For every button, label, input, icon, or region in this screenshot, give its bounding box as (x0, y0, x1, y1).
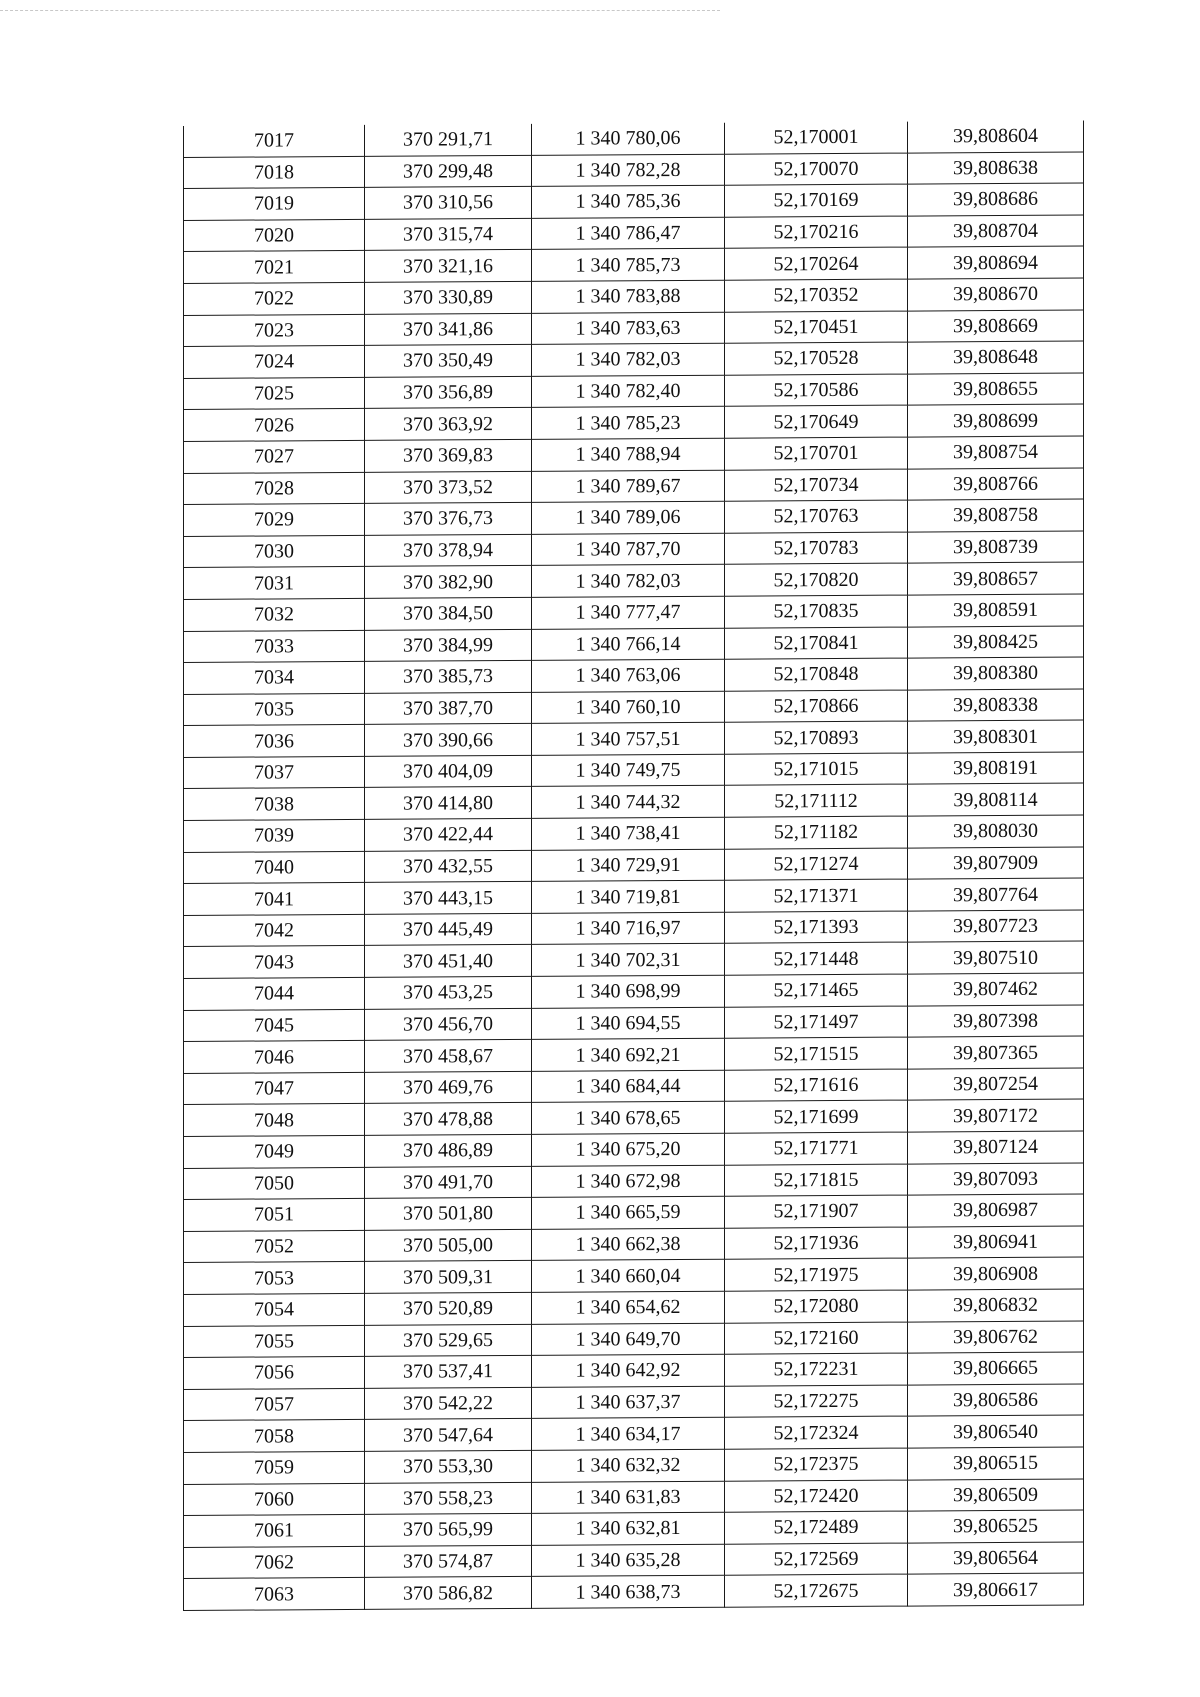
y-coordinate-cell: 1 340 631,83 (532, 1481, 725, 1514)
y-coordinate-cell: 1 340 744,32 (532, 786, 725, 819)
latitude-cell: 52,170070 (725, 153, 908, 186)
point-number-cell: 7019 (184, 188, 365, 221)
longitude-cell: 39,808657 (908, 562, 1084, 595)
y-coordinate-cell: 1 340 786,47 (532, 217, 725, 250)
x-coordinate-cell: 370 443,15 (365, 882, 532, 915)
longitude-cell: 39,808758 (908, 499, 1084, 532)
point-number-cell: 7056 (184, 1357, 365, 1390)
y-coordinate-cell: 1 340 638,73 (532, 1576, 725, 1609)
x-coordinate-cell: 370 520,89 (365, 1292, 532, 1325)
x-coordinate-cell: 370 404,09 (365, 755, 532, 788)
x-coordinate-cell: 370 565,99 (365, 1513, 532, 1546)
y-coordinate-cell: 1 340 719,81 (532, 880, 725, 913)
y-coordinate-cell: 1 340 729,91 (532, 849, 725, 882)
longitude-cell: 39,806987 (908, 1194, 1084, 1227)
y-coordinate-cell: 1 340 789,67 (532, 470, 725, 503)
latitude-cell: 52,170820 (725, 563, 908, 596)
longitude-cell: 39,807723 (908, 910, 1084, 943)
x-coordinate-cell: 370 542,22 (365, 1387, 532, 1420)
point-number-cell: 7027 (184, 440, 365, 473)
y-coordinate-cell: 1 340 782,03 (532, 565, 725, 598)
point-number-cell: 7059 (184, 1451, 365, 1484)
y-coordinate-cell: 1 340 662,38 (532, 1228, 725, 1261)
longitude-cell: 39,808191 (908, 752, 1084, 785)
y-coordinate-cell: 1 340 675,20 (532, 1133, 725, 1166)
longitude-cell: 39,807764 (908, 878, 1084, 911)
point-number-cell: 7020 (184, 219, 365, 252)
x-coordinate-cell: 370 537,41 (365, 1356, 532, 1389)
longitude-cell: 39,807093 (908, 1163, 1084, 1196)
y-coordinate-cell: 1 340 760,10 (532, 691, 725, 724)
x-coordinate-cell: 370 469,76 (365, 1071, 532, 1104)
latitude-cell: 52,171274 (725, 848, 908, 881)
longitude-cell: 39,807909 (908, 847, 1084, 880)
latitude-cell: 52,171936 (725, 1227, 908, 1260)
y-coordinate-cell: 1 340 692,21 (532, 1038, 725, 1071)
coordinates-table (183, 120, 1084, 1610)
latitude-cell: 52,170264 (725, 247, 908, 280)
point-number-cell: 7026 (184, 409, 365, 442)
longitude-cell: 39,806665 (908, 1352, 1084, 1385)
point-number-cell: 7047 (184, 1072, 365, 1105)
x-coordinate-cell: 370 310,56 (365, 187, 532, 220)
y-coordinate-cell: 1 340 782,40 (532, 375, 725, 408)
longitude-cell: 39,808766 (908, 468, 1084, 501)
latitude-cell: 52,171699 (725, 1100, 908, 1133)
latitude-cell: 52,170528 (725, 342, 908, 375)
latitude-cell: 52,170783 (725, 532, 908, 565)
longitude-cell: 39,807172 (908, 1099, 1084, 1132)
point-number-cell: 7030 (184, 535, 365, 568)
x-coordinate-cell: 370 574,87 (365, 1545, 532, 1578)
x-coordinate-cell: 370 376,73 (365, 502, 532, 535)
longitude-cell: 39,808669 (908, 310, 1084, 343)
point-number-cell: 7055 (184, 1325, 365, 1358)
point-number-cell: 7051 (184, 1199, 365, 1232)
longitude-cell: 39,806586 (908, 1384, 1084, 1417)
latitude-cell: 52,171771 (725, 1132, 908, 1165)
y-coordinate-cell: 1 340 634,17 (532, 1418, 725, 1451)
latitude-cell: 52,170893 (725, 721, 908, 754)
x-coordinate-cell: 370 547,64 (365, 1419, 532, 1452)
x-coordinate-cell: 370 486,89 (365, 1134, 532, 1167)
longitude-cell: 39,808704 (908, 215, 1084, 248)
latitude-cell: 52,170835 (725, 595, 908, 628)
longitude-cell: 39,808380 (908, 657, 1084, 690)
latitude-cell: 52,172675 (725, 1574, 908, 1607)
point-number-cell: 7018 (184, 156, 365, 189)
coordinates-table-body (184, 120, 1084, 1610)
x-coordinate-cell: 370 356,89 (365, 376, 532, 409)
latitude-cell: 52,172569 (725, 1543, 908, 1576)
longitude-cell: 39,808686 (908, 183, 1084, 216)
point-number-cell: 7021 (184, 251, 365, 284)
x-coordinate-cell: 370 350,49 (365, 345, 532, 378)
point-number-cell: 7049 (184, 1135, 365, 1168)
point-number-cell: 7057 (184, 1388, 365, 1421)
y-coordinate-cell: 1 340 787,70 (532, 533, 725, 566)
x-coordinate-cell: 370 291,71 (365, 124, 532, 156)
x-coordinate-cell: 370 390,66 (365, 724, 532, 757)
latitude-cell: 52,171015 (725, 753, 908, 786)
longitude-cell: 39,806515 (908, 1447, 1084, 1480)
latitude-cell: 52,170216 (725, 216, 908, 249)
longitude-cell: 39,808425 (908, 625, 1084, 658)
point-number-cell: 7038 (184, 788, 365, 821)
point-number-cell: 7034 (184, 661, 365, 694)
point-number-cell: 7046 (184, 1041, 365, 1074)
point-number-cell: 7060 (184, 1483, 365, 1516)
point-number-cell: 7044 (184, 977, 365, 1010)
point-number-cell: 7032 (184, 598, 365, 631)
latitude-cell: 52,170352 (725, 279, 908, 312)
x-coordinate-cell: 370 330,89 (365, 281, 532, 314)
longitude-cell: 39,806617 (908, 1573, 1084, 1606)
y-coordinate-cell: 1 340 785,73 (532, 249, 725, 282)
x-coordinate-cell: 370 478,88 (365, 1103, 532, 1136)
latitude-cell: 52,170649 (725, 405, 908, 438)
latitude-cell: 52,171907 (725, 1195, 908, 1228)
longitude-cell: 39,808754 (908, 436, 1084, 469)
x-coordinate-cell: 370 363,92 (365, 408, 532, 441)
coordinates-table-container (183, 121, 1083, 1611)
latitude-cell: 52,170734 (725, 469, 908, 502)
x-coordinate-cell: 370 453,25 (365, 976, 532, 1009)
y-coordinate-cell: 1 340 789,06 (532, 501, 725, 534)
point-number-cell: 7061 (184, 1515, 365, 1548)
x-coordinate-cell: 370 456,70 (365, 1008, 532, 1041)
x-coordinate-cell: 370 501,80 (365, 1198, 532, 1231)
y-coordinate-cell: 1 340 642,92 (532, 1354, 725, 1387)
y-coordinate-cell: 1 340 763,06 (532, 659, 725, 692)
x-coordinate-cell: 370 321,16 (365, 250, 532, 283)
point-number-cell: 7036 (184, 725, 365, 758)
y-coordinate-cell: 1 340 672,98 (532, 1165, 725, 1198)
longitude-cell: 39,808301 (908, 720, 1084, 753)
y-coordinate-cell: 1 340 766,14 (532, 628, 725, 661)
y-coordinate-cell: 1 340 782,03 (532, 343, 725, 376)
latitude-cell: 52,172375 (725, 1448, 908, 1481)
latitude-cell: 52,170169 (725, 184, 908, 217)
point-number-cell: 7033 (184, 630, 365, 663)
longitude-cell: 39,807398 (908, 1005, 1084, 1038)
longitude-cell: 39,808114 (908, 783, 1084, 816)
longitude-cell: 39,808591 (908, 594, 1084, 627)
longitude-cell: 39,806908 (908, 1257, 1084, 1290)
x-coordinate-cell: 370 509,31 (365, 1261, 532, 1294)
y-coordinate-cell: 1 340 637,37 (532, 1386, 725, 1419)
x-coordinate-cell: 370 385,73 (365, 660, 532, 693)
longitude-cell: 39,808648 (908, 341, 1084, 374)
latitude-cell: 52,171497 (725, 1006, 908, 1039)
latitude-cell: 52,172489 (725, 1511, 908, 1544)
point-number-cell: 7045 (184, 1009, 365, 1042)
y-coordinate-cell: 1 340 684,44 (532, 1070, 725, 1103)
y-coordinate-cell: 1 340 649,70 (532, 1323, 725, 1356)
longitude-cell: 39,807365 (908, 1036, 1084, 1069)
x-coordinate-cell: 370 414,80 (365, 787, 532, 820)
latitude-cell: 52,170763 (725, 500, 908, 533)
latitude-cell: 52,171112 (725, 785, 908, 818)
point-number-cell: 7063 (184, 1578, 365, 1611)
y-coordinate-cell: 1 340 632,32 (532, 1449, 725, 1482)
latitude-cell: 52,172231 (725, 1353, 908, 1386)
latitude-cell: 52,170586 (725, 374, 908, 407)
latitude-cell: 52,170001 (725, 122, 908, 154)
y-coordinate-cell: 1 340 788,94 (532, 438, 725, 471)
x-coordinate-cell: 370 451,40 (365, 945, 532, 978)
longitude-cell: 39,808030 (908, 815, 1084, 848)
y-coordinate-cell: 1 340 782,28 (532, 154, 725, 187)
latitude-cell: 52,170841 (725, 627, 908, 660)
scan-edge-line (0, 10, 720, 11)
longitude-cell: 39,806525 (908, 1510, 1084, 1543)
latitude-cell: 52,171371 (725, 879, 908, 912)
latitude-cell: 52,171815 (725, 1164, 908, 1197)
x-coordinate-cell: 370 369,83 (365, 439, 532, 472)
point-number-cell: 7028 (184, 472, 365, 505)
x-coordinate-cell: 370 382,90 (365, 566, 532, 599)
point-number-cell: 7035 (184, 693, 365, 726)
longitude-cell: 39,807510 (908, 941, 1084, 974)
x-coordinate-cell: 370 299,48 (365, 155, 532, 188)
y-coordinate-cell: 1 340 777,47 (532, 596, 725, 629)
longitude-cell: 39,808739 (908, 531, 1084, 564)
y-coordinate-cell: 1 340 698,99 (532, 975, 725, 1008)
x-coordinate-cell: 370 341,86 (365, 313, 532, 346)
point-number-cell: 7029 (184, 504, 365, 537)
x-coordinate-cell: 370 505,00 (365, 1229, 532, 1262)
y-coordinate-cell: 1 340 660,04 (532, 1260, 725, 1293)
x-coordinate-cell: 370 432,55 (365, 850, 532, 883)
latitude-cell: 52,172324 (725, 1416, 908, 1449)
y-coordinate-cell: 1 340 738,41 (532, 817, 725, 850)
point-number-cell: 7024 (184, 346, 365, 379)
latitude-cell: 52,172160 (725, 1322, 908, 1355)
x-coordinate-cell: 370 445,49 (365, 913, 532, 946)
x-coordinate-cell: 370 384,50 (365, 597, 532, 630)
x-coordinate-cell: 370 384,99 (365, 629, 532, 662)
latitude-cell: 52,172080 (725, 1290, 908, 1323)
y-coordinate-cell: 1 340 716,97 (532, 912, 725, 945)
longitude-cell: 39,806762 (908, 1321, 1084, 1354)
y-coordinate-cell: 1 340 632,81 (532, 1512, 725, 1545)
point-number-cell: 7050 (184, 1167, 365, 1200)
y-coordinate-cell: 1 340 783,63 (532, 312, 725, 345)
longitude-cell: 39,806540 (908, 1415, 1084, 1448)
longitude-cell: 39,808670 (908, 278, 1084, 311)
longitude-cell: 39,807254 (908, 1068, 1084, 1101)
point-number-cell: 7017 (184, 125, 365, 157)
point-number-cell: 7043 (184, 946, 365, 979)
point-number-cell: 7023 (184, 314, 365, 347)
point-number-cell: 7037 (184, 756, 365, 789)
latitude-cell: 52,171182 (725, 816, 908, 849)
point-number-cell: 7025 (184, 377, 365, 410)
x-coordinate-cell: 370 387,70 (365, 692, 532, 725)
longitude-cell: 39,807124 (908, 1131, 1084, 1164)
latitude-cell: 52,170866 (725, 690, 908, 723)
longitude-cell: 39,807462 (908, 973, 1084, 1006)
y-coordinate-cell: 1 340 780,06 (532, 123, 725, 155)
x-coordinate-cell: 370 458,67 (365, 1040, 532, 1073)
point-number-cell: 7041 (184, 883, 365, 916)
longitude-cell: 39,808694 (908, 246, 1084, 279)
point-number-cell: 7031 (184, 567, 365, 600)
point-number-cell: 7040 (184, 851, 365, 884)
x-coordinate-cell: 370 373,52 (365, 471, 532, 504)
point-number-cell: 7062 (184, 1546, 365, 1579)
latitude-cell: 52,170451 (725, 311, 908, 344)
x-coordinate-cell: 370 378,94 (365, 534, 532, 567)
x-coordinate-cell: 370 315,74 (365, 218, 532, 251)
point-number-cell: 7058 (184, 1420, 365, 1453)
x-coordinate-cell: 370 558,23 (365, 1482, 532, 1515)
point-number-cell: 7022 (184, 282, 365, 315)
y-coordinate-cell: 1 340 783,88 (532, 280, 725, 313)
point-number-cell: 7048 (184, 1104, 365, 1137)
longitude-cell: 39,806832 (908, 1289, 1084, 1322)
latitude-cell: 52,171975 (725, 1258, 908, 1291)
longitude-cell: 39,808638 (908, 152, 1084, 185)
longitude-cell: 39,808338 (908, 689, 1084, 722)
longitude-cell: 39,808604 (908, 120, 1084, 152)
longitude-cell: 39,806941 (908, 1226, 1084, 1259)
y-coordinate-cell: 1 340 749,75 (532, 754, 725, 787)
latitude-cell: 52,172275 (725, 1385, 908, 1418)
latitude-cell: 52,171393 (725, 911, 908, 944)
latitude-cell: 52,170848 (725, 658, 908, 691)
y-coordinate-cell: 1 340 694,55 (532, 1007, 725, 1040)
y-coordinate-cell: 1 340 702,31 (532, 944, 725, 977)
y-coordinate-cell: 1 340 785,23 (532, 407, 725, 440)
table-row (184, 1573, 1084, 1610)
latitude-cell: 52,171448 (725, 943, 908, 976)
y-coordinate-cell: 1 340 635,28 (532, 1544, 725, 1577)
y-coordinate-cell: 1 340 665,59 (532, 1196, 725, 1229)
x-coordinate-cell: 370 586,82 (365, 1577, 532, 1610)
latitude-cell: 52,171616 (725, 1069, 908, 1102)
point-number-cell: 7042 (184, 914, 365, 947)
latitude-cell: 52,171515 (725, 1037, 908, 1070)
x-coordinate-cell: 370 491,70 (365, 1166, 532, 1199)
point-number-cell: 7053 (184, 1262, 365, 1295)
latitude-cell: 52,172420 (725, 1480, 908, 1513)
longitude-cell: 39,806509 (908, 1479, 1084, 1512)
longitude-cell: 39,808655 (908, 373, 1084, 406)
y-coordinate-cell: 1 340 678,65 (532, 1102, 725, 1135)
y-coordinate-cell: 1 340 757,51 (532, 722, 725, 755)
y-coordinate-cell: 1 340 785,36 (532, 185, 725, 218)
y-coordinate-cell: 1 340 654,62 (532, 1291, 725, 1324)
point-number-cell: 7039 (184, 819, 365, 852)
longitude-cell: 39,806564 (908, 1542, 1084, 1575)
latitude-cell: 52,170701 (725, 437, 908, 470)
latitude-cell: 52,171465 (725, 974, 908, 1007)
longitude-cell: 39,808699 (908, 404, 1084, 437)
point-number-cell: 7054 (184, 1293, 365, 1326)
point-number-cell: 7052 (184, 1230, 365, 1263)
x-coordinate-cell: 370 553,30 (365, 1450, 532, 1483)
x-coordinate-cell: 370 529,65 (365, 1324, 532, 1357)
x-coordinate-cell: 370 422,44 (365, 818, 532, 851)
